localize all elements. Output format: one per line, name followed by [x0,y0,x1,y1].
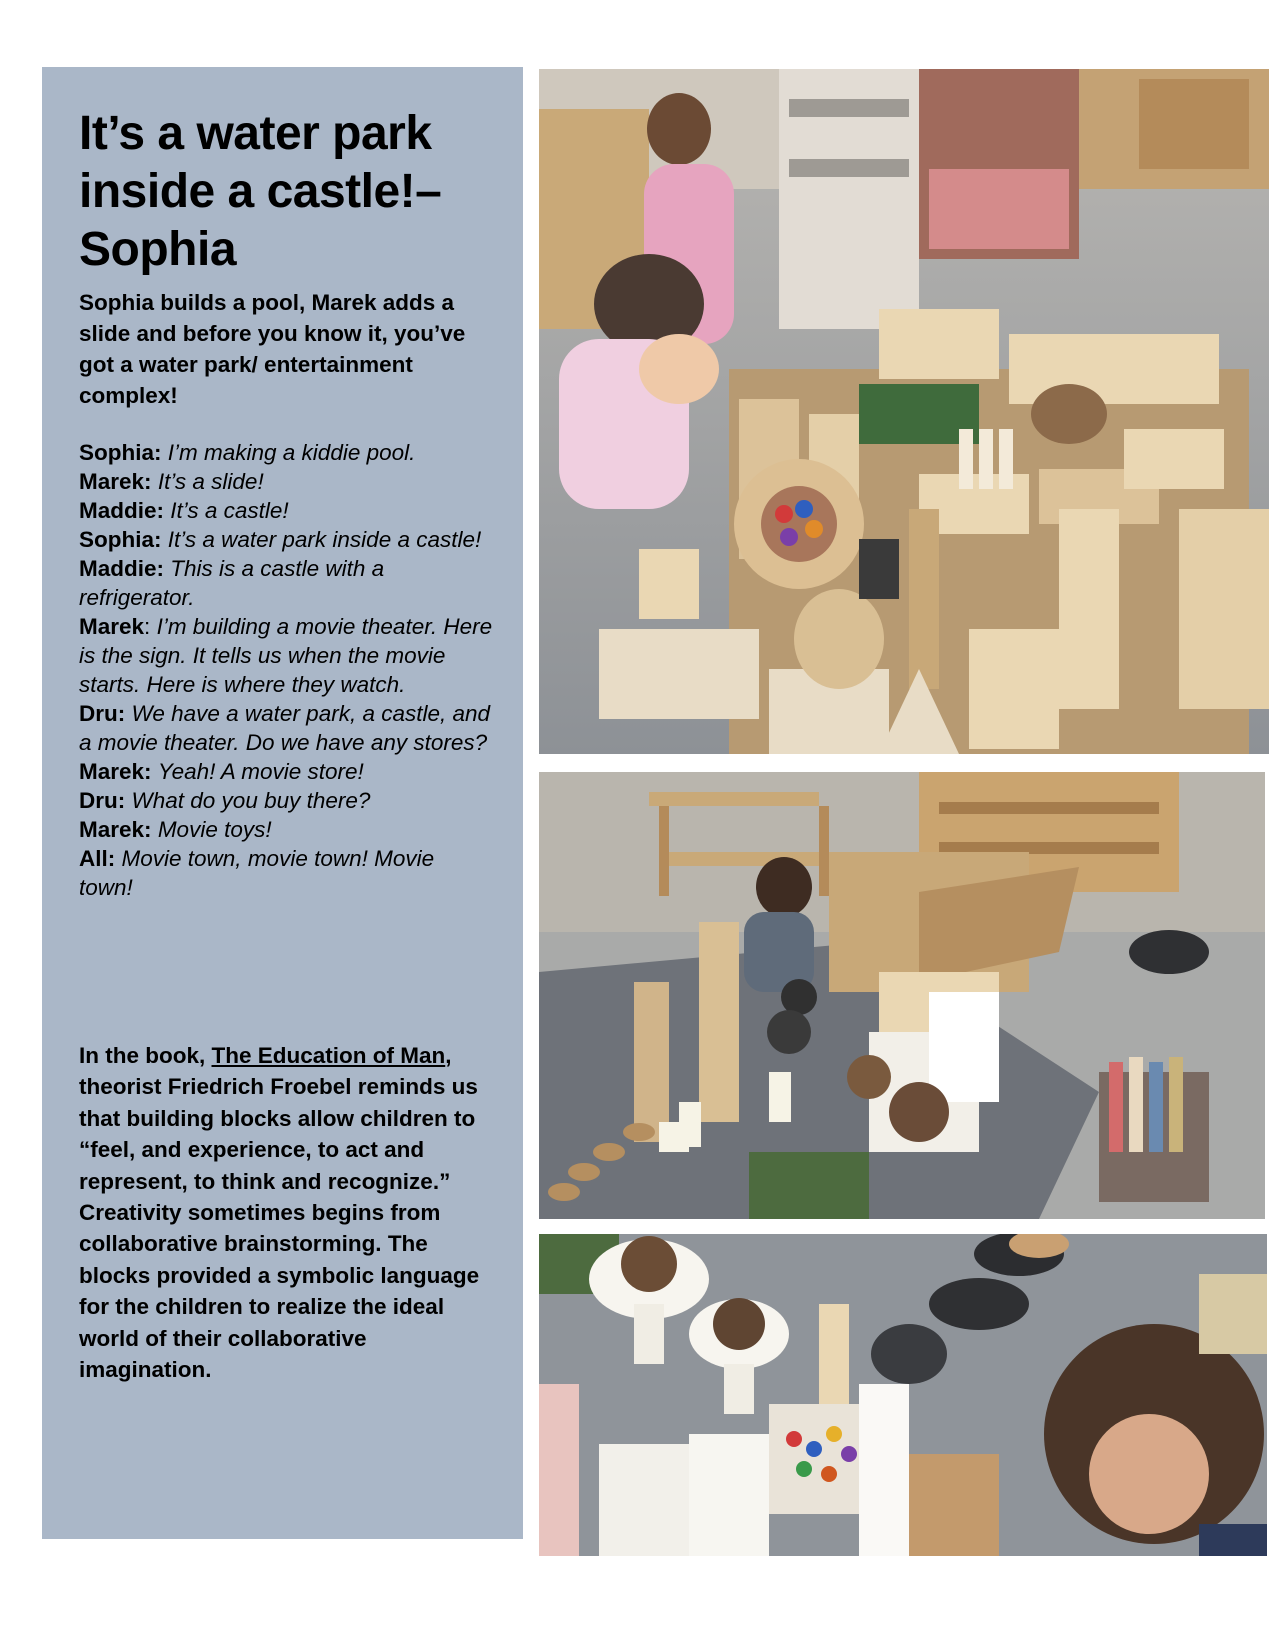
intro-paragraph: Sophia builds a pool, Marek adds a slide and before you know it, you’ve got a water park/ entertainment complex! [79,290,466,408]
page-title: It’s a water park inside a castle!– Sophia [79,107,442,276]
speaker-name: Maddie: [79,556,165,581]
speech-text: Yeah! A movie store! [157,759,364,784]
speaker-name: Sophia: [79,527,162,552]
dialogue-line [79,844,494,902]
dialogue-line: Marek: I’m building a movie theater. Here is the sign. It tells us when the movie starts. Here is where they watch. [79,614,493,697]
speech-text: This is a castle with a refrigerator. [79,556,385,610]
speech-text: It’s a castle! [170,498,289,523]
dialogue-line [79,786,494,815]
closing-paragraph [79,1040,494,1385]
speaker-name: Marek: [79,469,152,494]
speech-text: I’m building a movie theater. Here is the sign. It tells us when the movie starts. Here is where they watch. [79,614,493,697]
photo-block-details [539,1234,1267,1556]
closing-suffix: , theorist Friedrich Froebel reminds us that building blocks allow children to “feel, and experience, to act and represent, to think and recognize.” Creativity sometimes begins from collaborative brainstorming. The blocks provided a symbolic language for the children to realize the ideal world of their collaborative imagination. [79,1043,480,1383]
dialogue-line [79,438,494,467]
dialogue-line [79,815,494,844]
dialogue-line [79,496,494,525]
dialogue-line [79,554,494,612]
speaker-name: Marek: [79,759,152,784]
speech-text: It’s a water park inside a castle! [167,527,482,552]
text-panel [42,67,523,1539]
dialogue-line [79,757,494,786]
speaker-name: Maddie: [79,498,165,523]
speech-text: It’s a slide! [157,469,264,494]
speech-text: I’m making a kiddie pool. [167,440,416,465]
dialogue [79,438,494,902]
speaker-name: All: [79,846,116,871]
speaker-name: Marek [79,614,145,639]
dialogue-line [79,699,494,757]
speech-text: We have a water park, a castle, and a movie theater. Do we have any stores? [79,701,491,755]
dialogue-line [79,525,494,554]
closing-prefix: In the book, [79,1043,212,1068]
speaker-name: Dru: [79,788,126,813]
dialogue-line [79,467,494,496]
speech-text: Movie town, movie town! Movie town! [79,846,435,900]
photo-block-towers [539,772,1265,1219]
speaker-name: Marek: [79,817,152,842]
speaker-name: Sophia: [79,440,162,465]
speech-text: What do you buy there? [131,788,371,813]
speaker-name: Dru: [79,701,126,726]
speech-text: Movie toys! [157,817,272,842]
book-title: The Education of Man [211,1043,446,1068]
photo-block-construction [539,69,1269,754]
